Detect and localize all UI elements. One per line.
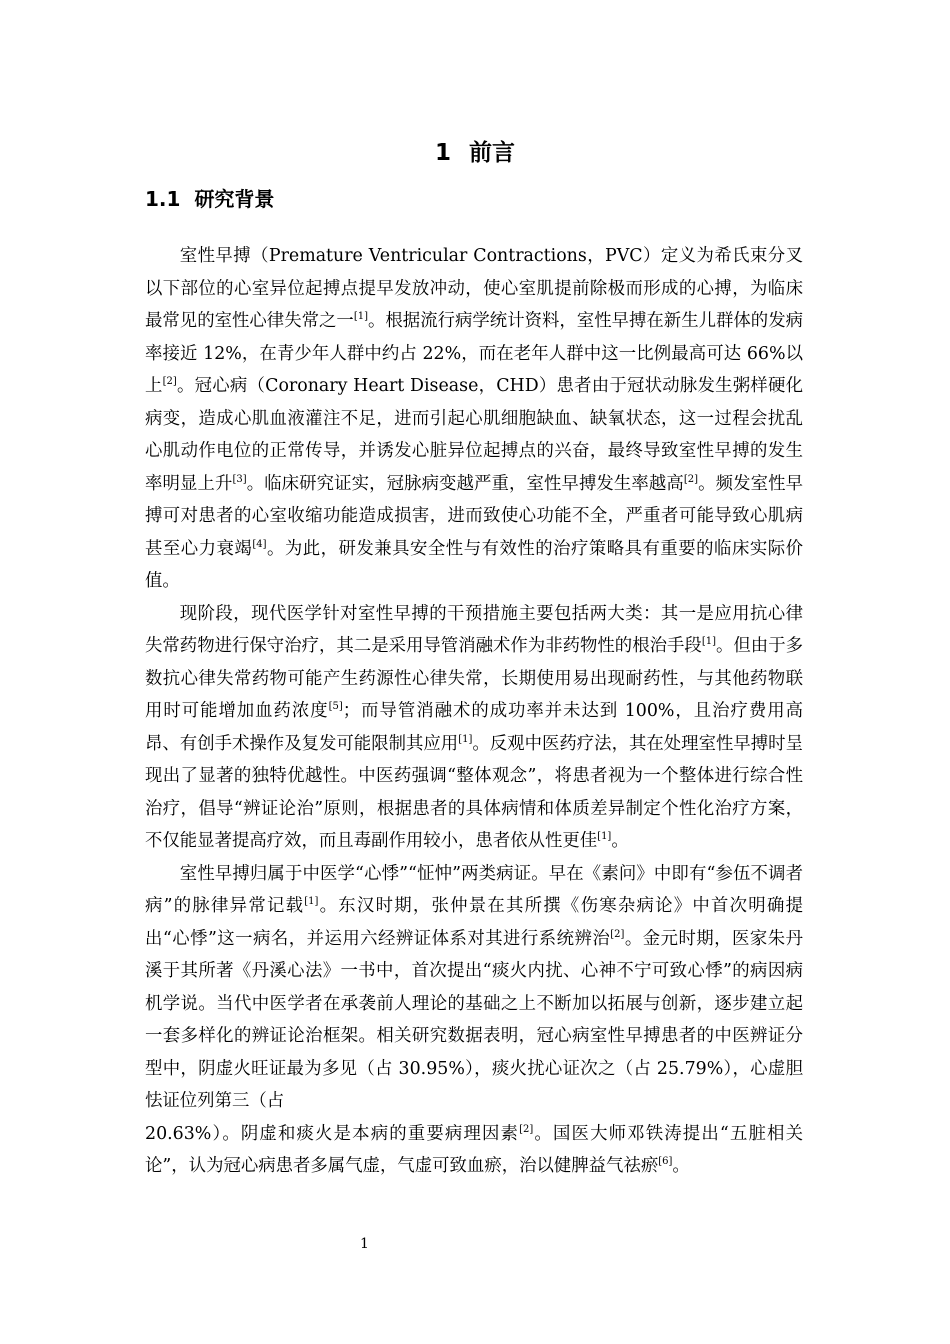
paragraph-text: 。东汉时期，张仲景在其所撰《伤寒杂病论》中首次明确提出“心悸”这一病名，并运用六经辨证体系对其进行系统辨治 [145, 896, 803, 949]
citation-ref: [2] [610, 928, 625, 940]
chapter-title: 前言 [469, 140, 515, 166]
paragraph-text: 。频发室性早搏可对患者的心室收缩功能造成损害，进而致使心功能不全，严重者可能导致心肌病甚至心力衰竭 [145, 473, 803, 559]
citation-ref: [1] [458, 733, 473, 745]
paragraph-text: 现阶段，现代医学针对室性早搏的干预措施主要包括两大类：其一是应用抗心律失常药物进行保守治疗，其二是采用导管消融术作为非药物性的根治手段 [145, 603, 803, 656]
paragraph-text: 。为此，研发兼具安全性与有效性的治疗策略具有重要的临床实际价值。 [145, 538, 803, 591]
paragraph-text: 。反观中医药疗法，其在处理室性早搏时呈现出了显著的独特优越性。中医药强调“整体观念”，将患者视为一个整体进行综合性治疗，倡导“辨证论治”原则，根据患者的具体病情和体质差异制定个性化治疗方案，不仅能显著提高疗效，而且毒副作用较小，患者依从性更佳 [145, 733, 803, 851]
citation-ref: [1] [304, 896, 319, 908]
section-number: 1.1 [145, 187, 181, 211]
citation-ref: [2] [519, 1123, 534, 1135]
paragraph-text: 。冠心病（Coronary Heart Disease，CHD）患者由于冠状动脉发生粥样硬化病变，造成心肌血液灌注不足，进而引起心肌细胞缺血、缺氧状态，这一过程会扰乱心肌动作电位的正常传导，并诱发心脏异位起搏点的兴奋，最终导致室性早搏的发生率明显上升 [145, 376, 803, 494]
citation-ref: [1] [597, 831, 612, 843]
paragraph [145, 598, 803, 858]
section-title: 研究背景 [194, 187, 275, 211]
citation-ref: [3] [232, 473, 247, 485]
citation-ref: [1] [701, 636, 716, 648]
citation-ref: [2] [162, 376, 177, 388]
citation-ref: [4] [252, 538, 267, 550]
page-number: 1 [360, 1236, 369, 1252]
paragraph-text: 。国医大师邓铁涛提出“五脏相关论”，认为冠心病患者多属气虚，气虚可致血瘀，治以健脾益气祛瘀 [145, 1123, 803, 1176]
citation-ref: [6] [658, 1156, 673, 1168]
paragraph [145, 858, 803, 1183]
paragraph [145, 240, 803, 598]
citation-ref: [2] [683, 473, 699, 485]
citation-ref: [5] [328, 701, 343, 713]
paragraph-text: 。根据流行病学统计资料，室性早搏在新生儿群体的发病率接近 12%，在青少年人群中约占 22%，而在老年人群中这一比例最高可达 66%以上 [145, 311, 803, 396]
citation-ref: [1] [353, 311, 368, 323]
paragraph-text: 室性早搏归属于中医学“心悸”“怔忡”两类病证。早在《素问》中即有“参伍不调者病”的脉律异常记载 [145, 863, 803, 916]
paragraph-text: 。 [611, 831, 629, 851]
paragraph-text: 。 [672, 1156, 690, 1176]
paragraph-text: 室性早搏（Premature Ventricular Contractions，PVC）定义为希氏束分叉以下部位的心室异位起搏点提早发放冲动，使心室肌提前除极而形成的心搏，为临床最常见的室性心律失常之一 [145, 246, 803, 331]
chapter-number: 1 [434, 140, 451, 166]
paragraph-text: 。临床研究证实，冠脉病变越严重，室性早搏发生率越高 [246, 473, 684, 494]
chapter-heading [0, 134, 950, 167]
paragraph-text: ；而导管消融术的成功率并未达到 100%，且治疗费用高昂、有创手术操作及复发可能限制其应用 [145, 701, 803, 754]
paragraph-text: 。金元时期，医家朱丹溪于其所著《丹溪心法》一书中，首次提出“痰火内扰、心神不宁可致心悸”的病因病机学说。当代中医学者在承袭前人理论的基础之上不断加以拓展与创新，逐步建立起一套多样化的辨证论治框架。相关研究数据表明，冠心病室性早搏患者的中医辨证分型中，阴虚火旺证最为多见（占 30.95%），痰火扰心证次之（占 25.79%），心虚胆怯证位列第三（占 20.63%）。阴虚和痰火是本病的重要病理因素 [145, 928, 803, 1144]
section-heading [145, 183, 274, 212]
body-text [145, 240, 803, 1183]
paragraph-text: 。但由于多数抗心律失常药物可能产生药源性心律失常，长期使用易出现耐药性，与其他药物联用时可能增加血药浓度 [145, 636, 803, 721]
